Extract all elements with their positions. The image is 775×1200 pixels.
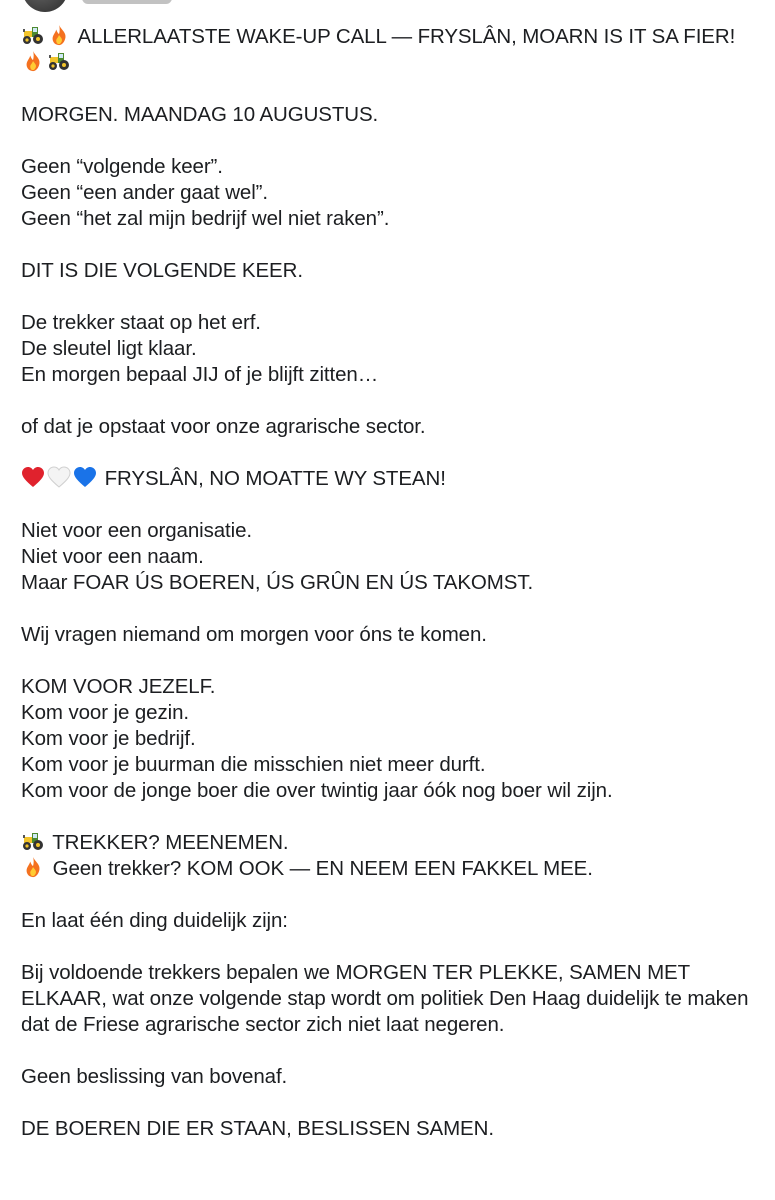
- tractor-icon: [21, 830, 45, 852]
- fire-icon: [21, 856, 45, 878]
- text-line: KOM VOOR JEZELF.: [21, 675, 216, 698]
- fakkel-text: Geen trekker? KOM OOK — EN NEEM EEN FAKKEL MEE.: [52, 857, 593, 880]
- text-line: [21, 856, 756, 882]
- text-line: Kom voor je buurman die misschien niet meer durft.: [21, 753, 486, 776]
- text-line: DE BOEREN DIE ER STAAN, BESLISSEN SAMEN.: [21, 1117, 494, 1140]
- voldoende-paragraph: Bij voldoende trekkers bepalen we MORGEN TER PLEKKE, SAMEN MET ELKAAR, wat onze volgende stap wordt om politiek Den Haag duidelijk te maken dat de Friese agrarische sector zich niet laat negeren.: [21, 961, 749, 1036]
- text-line: [21, 830, 756, 856]
- white-heart-icon: [47, 466, 71, 488]
- stean-paragraph: [21, 466, 756, 492]
- text-line: Kom voor de jonge boer die over twintig jaar óók nog boer wil zijn.: [21, 779, 613, 802]
- duidelijk-paragraph: [21, 908, 756, 934]
- kom-paragraph: [21, 674, 756, 804]
- vragen-paragraph: [21, 622, 756, 648]
- text-line: DIT IS DIE VOLGENDE KEER.: [21, 259, 303, 282]
- dit-is-paragraph: [21, 258, 756, 284]
- text-line: Kom voor je gezin.: [21, 701, 189, 724]
- meenemen-paragraph: [21, 830, 756, 882]
- text-line: Niet voor een naam.: [21, 545, 204, 568]
- text-line: Kom voor je bedrijf.: [21, 727, 196, 750]
- post-headline-paragraph: [21, 24, 756, 76]
- text-line: of dat je opstaat voor onze agrarische sector.: [21, 415, 426, 438]
- date-paragraph: [21, 102, 756, 128]
- post-headline: ALLERLAATSTE WAKE-UP CALL — FRYSLÂN, MOARN IS IT SA FIER!: [77, 25, 736, 48]
- text-line: De trekker staat op het erf.: [21, 311, 261, 334]
- samen-paragraph: [21, 1116, 756, 1142]
- text-line: De sleutel ligt klaar.: [21, 337, 197, 360]
- trekker-paragraph: [21, 310, 756, 388]
- post-body: [21, 24, 756, 1168]
- text-line: En laat één ding duidelijk zijn:: [21, 909, 288, 932]
- meenemen-text: TREKKER? MEENEMEN.: [52, 831, 289, 854]
- date-line: MORGEN. MAANDAG 10 AUGUSTUS.: [21, 103, 379, 126]
- tractor-icon: [47, 50, 71, 72]
- fire-icon: [47, 24, 71, 46]
- stean-text: FRYSLÂN, NO MOATTE WY STEAN!: [104, 467, 446, 490]
- text-line: Geen “volgende keer”.: [21, 155, 223, 178]
- tractor-icon: [21, 24, 45, 46]
- text-line: Niet voor een organisatie.: [21, 519, 253, 542]
- author-name-placeholder[interactable]: [82, 0, 172, 4]
- fire-icon: [21, 50, 45, 72]
- avatar[interactable]: [22, 0, 68, 12]
- text-line: Geen “het zal mijn bedrijf wel niet raken”.: [21, 207, 390, 230]
- text-line: Wij vragen niemand om morgen voor óns te komen.: [21, 623, 487, 646]
- geen-paragraph: [21, 154, 756, 232]
- niet-paragraph: [21, 518, 756, 596]
- opstaat-paragraph: [21, 414, 756, 440]
- red-heart-icon: [21, 466, 45, 488]
- text-line: Geen beslissing van bovenaf.: [21, 1065, 288, 1088]
- text-line: En morgen bepaal JIJ of je blijft zitten…: [21, 363, 379, 386]
- blue-heart-icon: [73, 466, 97, 488]
- text-line: Geen “een ander gaat wel”.: [21, 181, 268, 204]
- bovenaf-paragraph: [21, 1064, 756, 1090]
- text-line: Maar FOAR ÚS BOEREN, ÚS GRÛN EN ÚS TAKOMST.: [21, 571, 534, 594]
